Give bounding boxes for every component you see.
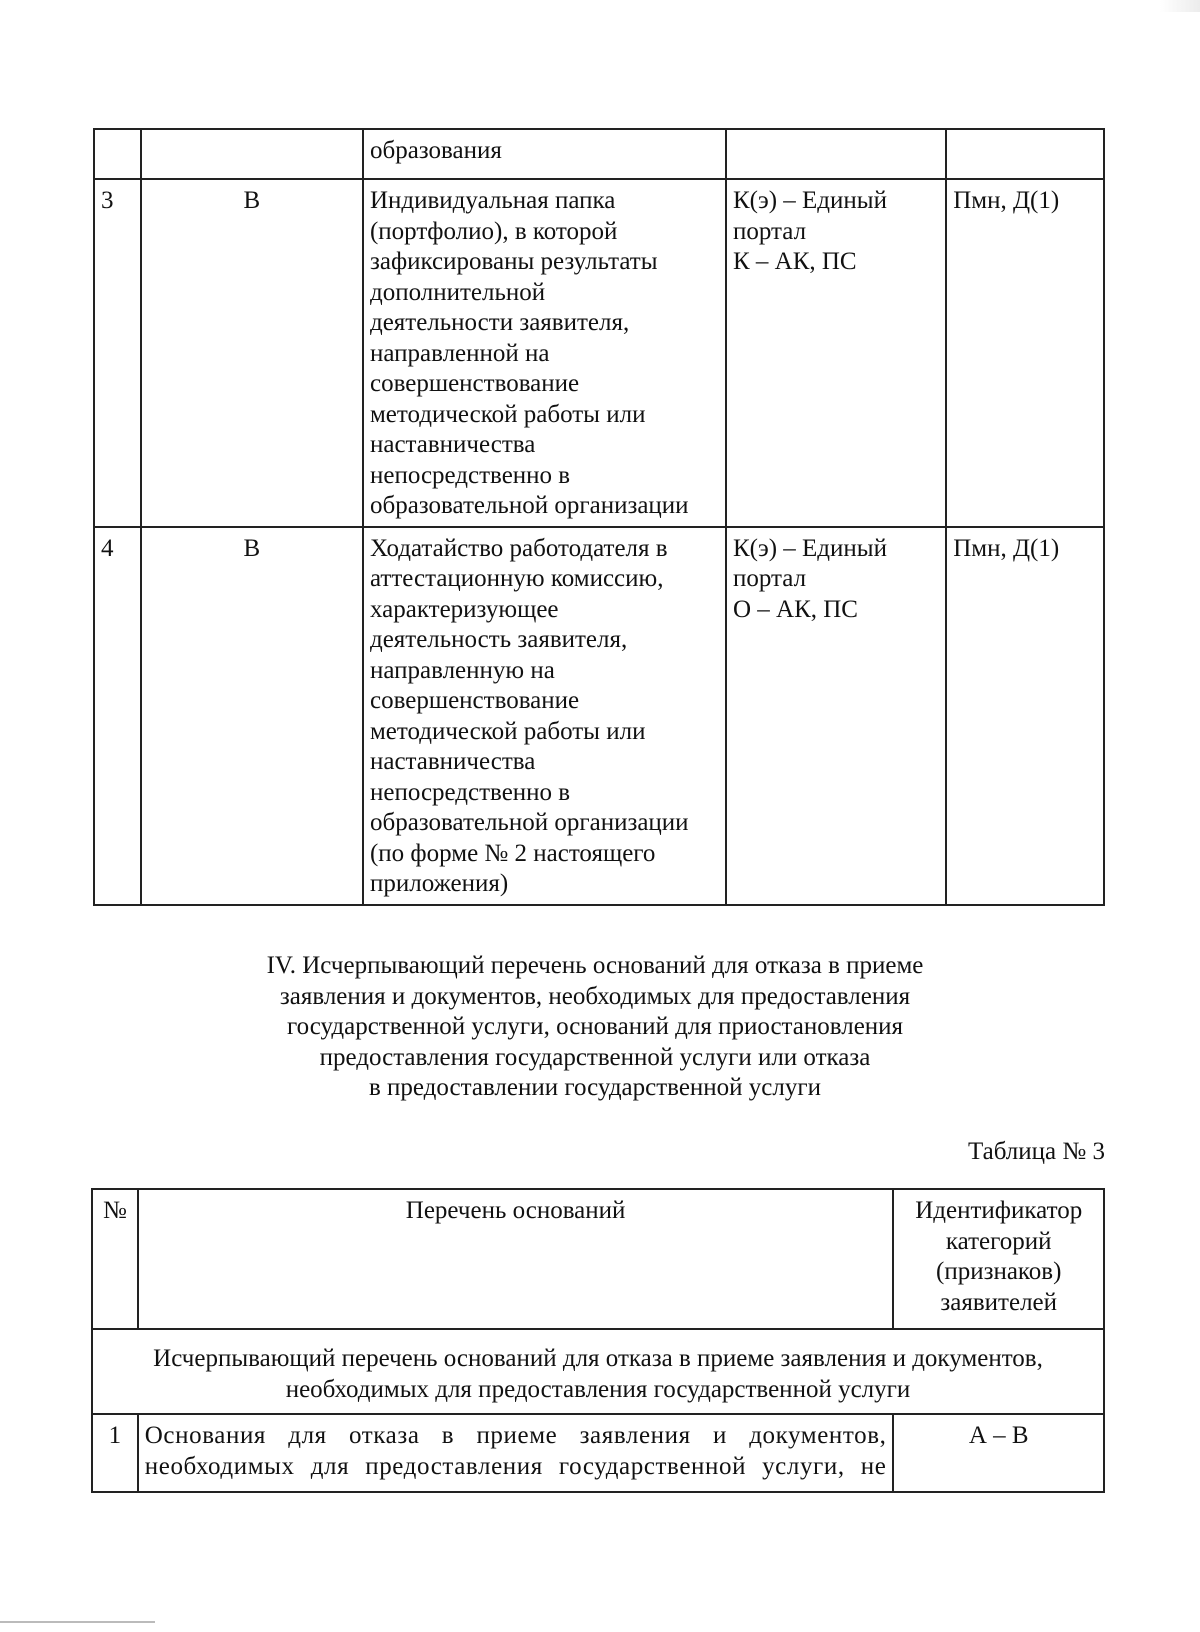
table-caption: Таблица № 3 [967, 1138, 1105, 1165]
cell-line: характеризующее [369, 595, 559, 623]
category-cell: В [141, 179, 363, 527]
source-cell [726, 179, 946, 527]
cell-line: методической работы или [369, 400, 646, 428]
header-line: Идентификатор [915, 1197, 1083, 1224]
cell-line: О – АК, ПС [732, 595, 858, 623]
source-cell [726, 129, 946, 179]
category-cell: В [141, 527, 363, 905]
table-row [92, 1414, 1104, 1492]
cell-line: непосредственно в [369, 778, 571, 806]
row-number: 1 [92, 1414, 138, 1492]
section-row-cell [92, 1329, 1104, 1414]
cell-line: наставничества [369, 748, 536, 775]
document-name-cell [363, 527, 726, 905]
cell-line: К – АК, ПС [732, 248, 857, 275]
heading-line: государственной услуги, оснований для приостановления [286, 1013, 904, 1040]
heading-line: в предоставлении государственной услуги [368, 1074, 822, 1101]
cell-line: Исчерпывающий перечень оснований для отказа в приеме заявления и документов, [153, 1345, 1043, 1372]
cell-line: совершенствование [369, 370, 580, 397]
header-identifier [893, 1189, 1104, 1329]
cell-line: направленную на [369, 656, 555, 684]
category-cell [141, 129, 363, 179]
cell-line: методической работы или [369, 717, 646, 745]
documents-table-continuation [93, 128, 1105, 906]
cell-line: Основания для отказа в приеме заявления и документов, [144, 1422, 887, 1449]
header-number: № [92, 1189, 138, 1329]
document-name-cell [363, 129, 726, 179]
heading-line: предоставления государственной услуги или отказа [319, 1043, 871, 1071]
refusal-grounds-table [91, 1188, 1105, 1493]
row-number: 3 [94, 179, 141, 527]
mark-cell [946, 129, 1104, 179]
table-row [94, 527, 1104, 905]
section-heading [150, 951, 1040, 1104]
row-number: 4 [94, 527, 141, 905]
table-row [94, 129, 1104, 179]
cell-line: деятельности заявителя, [369, 309, 630, 336]
cell-line: необходимых для предоставления государственной услуги [285, 1375, 911, 1403]
cell-line: портал [732, 217, 807, 245]
table-header-row [92, 1189, 1104, 1329]
cell-line: портал [732, 565, 807, 592]
cell-line: образовательной организации [369, 492, 689, 519]
cell-line: (по форме № 2 настоящего [369, 839, 656, 867]
scan-artifact-line [0, 1621, 155, 1623]
cell-line: непосредственно в [369, 461, 571, 489]
source-cell [726, 527, 946, 905]
cell-line: наставничества [369, 431, 536, 458]
cell-line: образования [369, 137, 502, 164]
cell-line: Ходатайство работодателя в [369, 534, 668, 562]
identifier-cell: А – В [893, 1414, 1104, 1492]
header-line: заявителей [940, 1288, 1058, 1316]
cell-line: совершенствование [369, 687, 580, 714]
cell-line: Индивидуальная папка [369, 187, 616, 214]
table-row [94, 179, 1104, 527]
cell-line: аттестационную комиссию, [369, 565, 664, 592]
cell-line: необходимых для предоставления государственной услуги, не [144, 1452, 887, 1480]
heading-line: IV. Исчерпывающий перечень оснований для отказа в приеме [266, 952, 924, 979]
document-name-cell [363, 179, 726, 527]
scan-artifact-corner [1160, 0, 1200, 12]
cell-line: зафиксированы результаты [369, 248, 658, 275]
row-number [94, 129, 141, 179]
heading-line: заявления и документов, необходимых для предоставления [279, 982, 911, 1010]
cell-line: (портфолио), в которой [369, 217, 618, 245]
mark-cell: Пмн, Д(1) [946, 527, 1104, 905]
header-line: (признаков) [936, 1258, 1062, 1285]
cell-line: образовательной организации [369, 809, 689, 836]
header-grounds-list: Перечень оснований [138, 1189, 894, 1329]
header-line: категорий [945, 1227, 1052, 1255]
table-section-row [92, 1329, 1104, 1414]
grounds-text-cell [138, 1414, 894, 1492]
cell-line: К(э) – Единый [732, 187, 887, 214]
cell-line: приложения) [369, 870, 509, 897]
cell-line: деятельность заявителя, [369, 626, 628, 653]
cell-line: К(э) – Единый [732, 534, 887, 562]
cell-line: направленной на [369, 339, 550, 367]
cell-line: дополнительной [369, 278, 546, 306]
mark-cell: Пмн, Д(1) [946, 179, 1104, 527]
